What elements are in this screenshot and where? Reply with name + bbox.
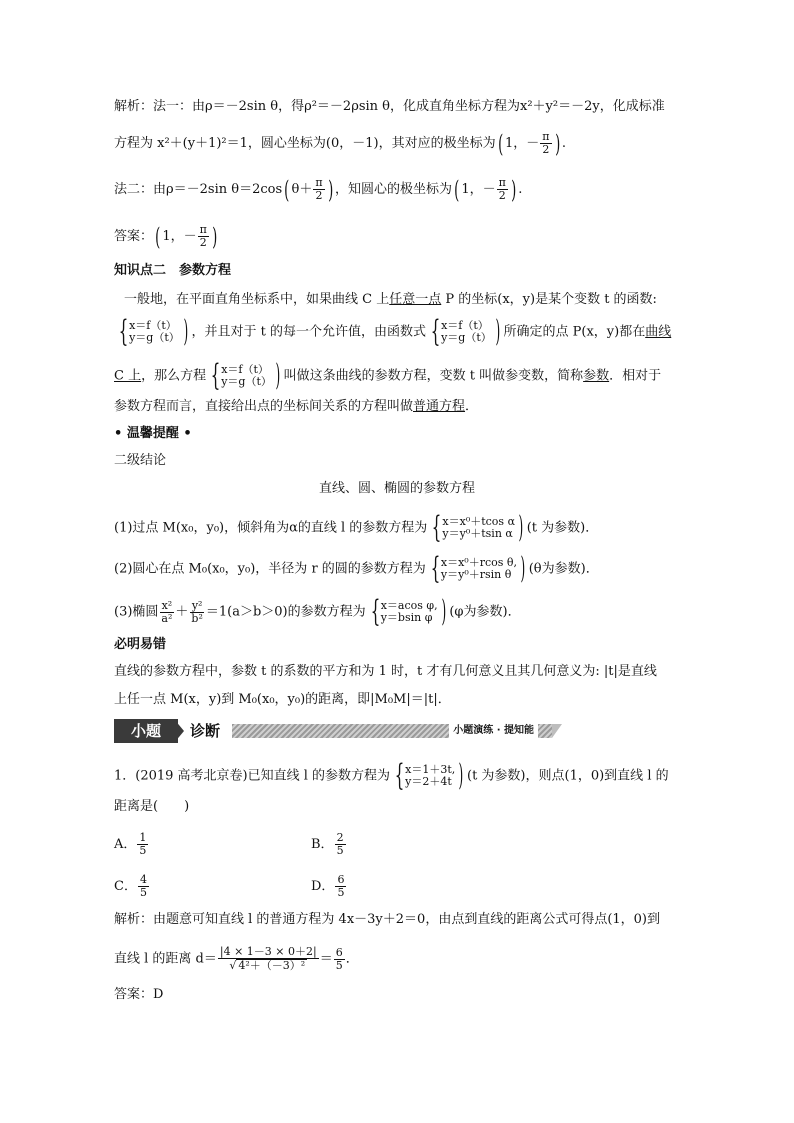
fraction: $\frac{\text{y²}}{\text{b²}}$ [191,598,203,625]
paragraph-line-1: 一般地，在平面直角坐标系中，如果曲线 C 上任意一点 P 的坐标(x，y)是某个变数 t 的函数: [124,292,657,307]
fraction: $\frac{\text{x²}}{\text{a²}}$ [161,598,173,625]
underlined-term: 曲线 [645,324,672,340]
tip-item-1: (1)过点 M(x₀，y₀)，倾斜角为α的直线 l 的参数方程为 { x＝x⁰＋tcos α y＝y⁰＋tsin α ) (t 为参数)． [114,510,599,545]
tips-heading: • 温馨提醒 • [114,426,192,441]
option-d: D． $\frac{6}{5}$ [311,873,345,899]
option-c: C． $\frac{4}{5}$ [114,873,147,899]
error-line-1: 直线的参数方程中，参数 t 的系数的平方和为 1 时，t 才有几何意义且其几何意义为: |t|是直线 [114,664,657,679]
underlined-term: 参数 [583,368,610,384]
formula-title: 直线、圆、椭圆的参数方程 [318,481,475,496]
fraction: $\frac{6}{5}$ [335,945,343,972]
fraction: $\frac{\pi}{2}$ [199,223,207,249]
tip-item-2: (2)圆心在点 M₀(x₀，y₀)，半径为 r 的圆的参数方程为 { x＝x⁰＋rcos θ, y＝y⁰＋rsin θ ) (θ为参数)． [114,551,599,586]
polar-point: 1，－ [504,136,540,151]
fraction: $\frac{\pi}{2}$ [315,176,323,202]
solution-text: 法二：由ρ＝－2sin θ＝2cos [114,182,283,197]
question-1-line-1: 1．(2019 高考北京卷)已知直线 l 的参数方程为 { x＝1＋3t, y＝2＋4t ) (t 为参数)，则点(1，0)到直线 l 的 [114,758,669,793]
answer-line: 答案：( 1，－ $\frac{\pi}{2}$ ) [114,222,218,251]
option-b: B． $\frac{2}{5}$ [311,831,344,857]
underlined-term: 普通方程 [413,399,466,414]
fraction: $\frac{4}{5}$ [139,873,147,899]
equation-system: { x＝x⁰＋tcos α y＝y⁰＋tsin α ) [432,510,524,545]
equation-system: { x＝1＋3t, y＝2＋4t ) [394,758,464,793]
tips-subheading: 二级结论 [114,453,167,468]
equation-system: { x＝f（t） y＝g（t） ) [430,314,500,349]
error-line-2: 上任一点 M(x，y)到 M₀(x₀，y₀)的距离，即|M₀M|＝|t|． [114,692,451,707]
option-a: A． $\frac{1}{5}$ [114,831,147,857]
q1-answer: 答案：D [114,987,164,1002]
equation-system: { x＝f（t） y＝g（t） ) [118,314,188,349]
error-heading: 必明易错 [114,637,167,652]
banner-tag-arrow [174,719,184,743]
q1-solution-line-1: 解析：由题意可知直线 l 的普通方程为 4x－3y＋2＝0，由点到直线的距离公式可得点(1，0)到 [114,912,661,927]
fraction: $\frac{2}{5}$ [336,831,344,857]
solution-line-1 [114,97,665,117]
tip-item-3: (3)椭圆 $\frac{\text{x²}}{\text{a²}}$ ＋ $\frac{\text{y²}}{\text{b²}}$ ＝1(a＞b＞0)的参数方程为 { x＝acos φ, y＝bsin φ ) (φ为参数)． [114,594,521,629]
section-heading: 知识点二 参数方程 [114,263,232,278]
banner-stripe-end [552,724,562,738]
fraction: $\frac{\pi}{2}$ [498,176,506,202]
question-1-line-2: 距离是( ) [114,799,190,814]
underlined-term: C 上 [114,368,142,384]
banner-subtitle: 小题演练 · 提知能 [449,724,538,738]
banner-tag: 小题 [114,719,178,743]
banner-title: 诊断 [190,722,221,740]
fraction: $\frac{6}{5}$ [337,873,345,899]
solution-line-2: 方程为 x²＋(y＋1)²＝1，圆心坐标为(0，－1)，其对应的极坐标为( 1，－ $\frac{\pi}{2}$ ) . [114,129,567,158]
q1-solution-line-2: 直线 l 的距离 d＝ $\frac{|4 \times 1-3 \times 0+2|}{\text{√ 4²＋（－3）²}}$ ＝ $\frac{6}{5}$ ． [114,945,359,972]
paragraph-line-2: { x＝f（t） y＝g（t） ) ，并且对于 t 的每一个允许值，由函数式 { x＝f（t） y＝g（t） ) 所确定的点 P(x，y)都在曲线 [114,318,671,346]
equation-system: { x＝f（t） y＝g（t） ) [210,358,281,393]
equation-system: { x＝acos φ, y＝bsin φ ) [370,594,446,629]
paragraph-line-3: C 上，那么方程 { x＝f（t） y＝g（t） ) 叫做这条曲线的参数方程，变数 t 叫做参变数，简称参数．相对于 [114,358,662,393]
fraction: $\frac{1}{5}$ [139,831,147,857]
distance-fraction: $\frac{|4 \times 1-3 \times 0+2|}{\text{√ 4²＋（－3）²}}$ [219,945,317,972]
equation-system: { x＝x⁰＋rcos θ, y＝y⁰＋rsin θ ) [430,551,526,586]
section-banner [114,719,554,743]
underlined-term: 任意一点 [389,292,442,307]
solution-text: 方程为 x²＋(y＋1)²＝1，圆心坐标为(0，－1)，其对应的极坐标为 [114,136,496,151]
solution-method-2: 法二：由ρ＝－2sin θ＝2cos( θ＋ $\frac{\pi}{2}$ ) ，知圆心的极坐标为( 1，－ $\frac{\pi}{2}$ ) . [114,175,523,204]
answer-label: 答案： [114,229,154,244]
solution-text: 解析：法一：由ρ＝－2sin θ，得ρ²＝－2ρsin θ，化成直角坐标方程为x²＋y²＝－2y，化成标准 [114,99,665,114]
paragraph-line-4: 参数方程而言，直接给出点的坐标间关系的方程叫做普通方程． [114,399,479,414]
fraction: $\frac{\pi}{2}$ [542,130,550,156]
